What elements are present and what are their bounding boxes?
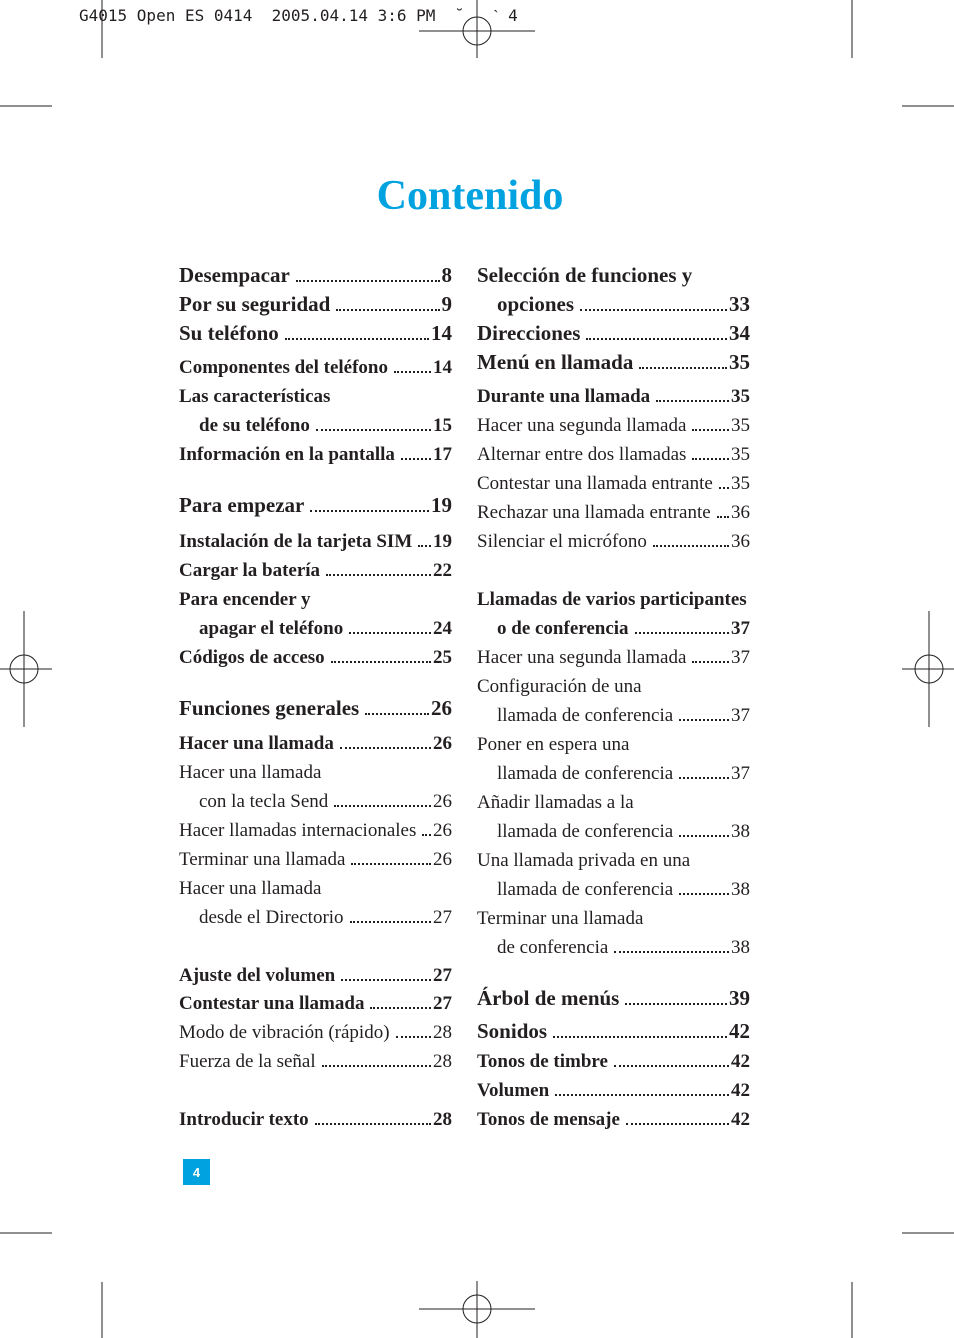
toc-entry[interactable] xyxy=(179,643,452,667)
toc-dot-leader xyxy=(396,1036,431,1038)
page-number-badge: 4 xyxy=(183,1159,210,1185)
toc-entry-title: Menú en llamada xyxy=(477,350,634,374)
toc-entry-title: Volumen xyxy=(477,1080,550,1101)
toc-entry[interactable] xyxy=(179,585,452,609)
toc-entry-title: Componentes del teléfono xyxy=(179,357,388,378)
toc-entry[interactable] xyxy=(477,440,750,464)
registration-mark-left xyxy=(0,611,52,727)
toc-entry-title: Árbol de menús xyxy=(477,986,620,1010)
toc-page-number: 42 xyxy=(729,1019,750,1043)
toc-entry-title: llamada de conferencia xyxy=(497,879,674,900)
toc-entry[interactable] xyxy=(179,382,452,406)
toc-entry-title: llamada de conferencia xyxy=(497,705,674,726)
toc-entry[interactable] xyxy=(179,1018,452,1042)
page-title: Contenido xyxy=(376,173,564,219)
toc-entry-title: Funciones generales xyxy=(179,696,360,720)
toc-dot-leader xyxy=(692,458,729,460)
toc-page-number: 27 xyxy=(433,993,452,1014)
toc-page-number: 26 xyxy=(433,849,452,870)
toc-entry[interactable] xyxy=(497,291,750,315)
toc-entry-title: Selección de funciones y xyxy=(477,263,693,287)
toc-entry-title: de su teléfono xyxy=(199,415,310,436)
toc-page-number: 28 xyxy=(433,1109,452,1130)
toc-entry[interactable] xyxy=(179,989,452,1013)
toc-entry-title: Hacer llamadas internacionales xyxy=(179,820,417,841)
toc-dot-leader xyxy=(653,545,729,547)
toc-dot-leader xyxy=(315,1123,431,1125)
toc-page-number: 24 xyxy=(433,618,452,639)
registration-mark-top xyxy=(419,0,535,58)
toc-entry-title: Añadir llamadas a la xyxy=(477,792,634,813)
toc-dot-leader xyxy=(626,1123,729,1125)
toc-page-number: 42 xyxy=(731,1051,750,1072)
toc-entry[interactable] xyxy=(477,846,750,870)
toc-entry[interactable] xyxy=(477,1018,750,1042)
toc-entry-title: Fuerza de la señal xyxy=(179,1051,316,1072)
toc-entry[interactable] xyxy=(477,985,750,1009)
toc-entry-title: llamada de conferencia xyxy=(497,821,674,842)
toc-entry[interactable] xyxy=(477,672,750,696)
toc-entry[interactable] xyxy=(199,903,452,927)
toc-page-number: 26 xyxy=(433,733,452,754)
toc-dot-leader xyxy=(296,280,440,282)
toc-entry[interactable] xyxy=(179,492,452,516)
toc-entry[interactable] xyxy=(477,585,750,609)
toc-page-number: 26 xyxy=(433,820,452,841)
toc-entry-title: Modo de vibración (rápido) xyxy=(179,1022,390,1043)
toc-page-number: 37 xyxy=(731,763,750,784)
toc-page-number: 22 xyxy=(433,560,452,581)
toc-entry-title: Hacer una llamada xyxy=(179,762,322,783)
toc-entry-title: Información en la pantalla xyxy=(179,444,395,465)
toc-dot-leader xyxy=(316,429,431,431)
toc-dot-leader xyxy=(326,574,431,576)
toc-entry[interactable] xyxy=(477,349,750,373)
toc-entry-title: Sonidos xyxy=(477,1019,548,1043)
toc-entry-title: Para empezar xyxy=(179,493,305,517)
toc-dot-leader xyxy=(365,713,429,715)
toc-entry[interactable] xyxy=(199,787,452,811)
toc-entry[interactable] xyxy=(179,262,452,286)
toc-page-number: 38 xyxy=(731,821,750,842)
toc-entry-title: Durante una llamada xyxy=(477,386,651,407)
toc-entry-title: Hacer una llamada xyxy=(179,733,334,754)
toc-dot-leader xyxy=(717,516,729,518)
toc-page-number: 26 xyxy=(433,791,452,812)
toc-entry-title: Configuración de una xyxy=(477,676,642,697)
toc-entry[interactable] xyxy=(179,527,452,551)
toc-entry-title: Terminar una llamada xyxy=(477,908,644,929)
toc-page-number: 33 xyxy=(729,292,750,316)
toc-entry-title: Códigos de acceso xyxy=(179,647,325,668)
toc-entry-title: Terminar una llamada xyxy=(179,849,346,870)
toc-dot-leader xyxy=(394,371,431,373)
toc-dot-leader xyxy=(341,979,431,981)
toc-entry-title: Rechazar una llamada entrante xyxy=(477,502,711,523)
toc-page-number: 27 xyxy=(433,965,452,986)
toc-entry[interactable] xyxy=(497,759,750,783)
toc-dot-leader xyxy=(334,805,431,807)
toc-entry[interactable] xyxy=(477,527,750,551)
toc-dot-leader xyxy=(625,1003,727,1005)
toc-entry[interactable] xyxy=(497,933,750,957)
toc-entry[interactable] xyxy=(179,729,452,753)
toc-entry-title: Introducir texto xyxy=(179,1109,309,1130)
toc-page-number: 35 xyxy=(729,350,750,374)
toc-entry[interactable] xyxy=(477,904,750,928)
toc-dot-leader xyxy=(635,632,729,634)
toc-page-number: 37 xyxy=(731,618,750,639)
toc-page-number: 38 xyxy=(731,937,750,958)
toc-entry[interactable] xyxy=(179,874,452,898)
toc-dot-leader xyxy=(679,719,729,721)
toc-dot-leader xyxy=(401,458,431,460)
toc-page-number: 19 xyxy=(431,493,452,517)
toc-dot-leader xyxy=(285,338,429,340)
toc-entry[interactable] xyxy=(179,1047,452,1071)
toc-dot-leader xyxy=(349,632,431,634)
toc-entry[interactable] xyxy=(497,614,750,638)
toc-entry-title: llamada de conferencia xyxy=(497,763,674,784)
toc-page-number: 35 xyxy=(731,473,750,494)
toc-dot-leader xyxy=(331,661,431,663)
toc-entry[interactable] xyxy=(179,1105,452,1129)
toc-entry[interactable] xyxy=(179,961,452,985)
toc-entry[interactable] xyxy=(497,701,750,725)
toc-entry[interactable] xyxy=(477,382,750,406)
toc-page-number: 26 xyxy=(431,696,452,720)
toc-dot-leader xyxy=(614,951,729,953)
toc-entry-title: Contestar una llamada xyxy=(179,993,365,1014)
toc-entry-title: Por su seguridad xyxy=(179,292,331,316)
toc-entry-title: Cargar la batería xyxy=(179,560,321,581)
toc-entry[interactable] xyxy=(477,730,750,754)
toc-dot-leader xyxy=(639,367,727,369)
toc-dot-leader xyxy=(350,921,431,923)
toc-dot-leader xyxy=(555,1094,729,1096)
toc-page-number: 37 xyxy=(731,647,750,668)
toc-dot-leader xyxy=(692,661,729,663)
toc-entry-title: con la tecla Send xyxy=(199,791,329,812)
toc-dot-leader xyxy=(418,545,431,547)
toc-page-number: 15 xyxy=(433,415,452,436)
toc-entry-title: apagar el teléfono xyxy=(199,618,344,639)
toc-page-number: 36 xyxy=(731,531,750,552)
toc-entry[interactable] xyxy=(497,817,750,841)
toc-entry[interactable] xyxy=(179,816,452,840)
toc-entry[interactable] xyxy=(477,643,750,667)
toc-page-number: 35 xyxy=(731,444,750,465)
toc-entry-title: Poner en espera una xyxy=(477,734,630,755)
toc-entry-title: Hacer una segunda llamada xyxy=(477,647,687,668)
toc-entry[interactable] xyxy=(477,320,750,344)
toc-entry-title: Tonos de mensaje xyxy=(477,1109,620,1130)
toc-entry[interactable] xyxy=(477,411,750,435)
toc-entry[interactable] xyxy=(477,498,750,522)
toc-dot-leader xyxy=(719,487,729,489)
toc-page-number: 38 xyxy=(731,879,750,900)
toc-page-number: 39 xyxy=(729,986,750,1010)
toc-entry[interactable] xyxy=(179,758,452,782)
toc-entry[interactable] xyxy=(477,262,750,286)
toc-entry[interactable] xyxy=(477,1047,750,1071)
toc-dot-leader xyxy=(679,893,729,895)
toc-dot-leader xyxy=(351,863,431,865)
toc-entry[interactable] xyxy=(477,469,750,493)
toc-page-number: 28 xyxy=(433,1051,452,1072)
toc-entry[interactable] xyxy=(497,875,750,899)
toc-page-number: 42 xyxy=(731,1080,750,1101)
toc-dot-leader xyxy=(580,309,727,311)
toc-page-number: 27 xyxy=(433,907,452,928)
toc-page-number: 37 xyxy=(731,705,750,726)
toc-entry-title: de conferencia xyxy=(497,937,609,958)
print-header-line: G4015 Open ES 0414 2005.04.14 3:6 PM ˘ ˋ 4 xyxy=(79,6,518,25)
toc-page-number: 42 xyxy=(731,1109,750,1130)
toc-entry-title: Hacer una segunda llamada xyxy=(477,415,687,436)
toc-entry-title: Hacer una llamada xyxy=(179,878,322,899)
toc-entry[interactable] xyxy=(179,556,452,580)
toc-entry[interactable] xyxy=(179,291,452,315)
toc-entry[interactable] xyxy=(179,353,452,377)
toc-dot-leader xyxy=(422,834,431,836)
toc-page-number: 28 xyxy=(433,1022,452,1043)
toc-page-number: 35 xyxy=(731,415,750,436)
registration-mark-bottom xyxy=(419,1281,535,1338)
toc-entry-title: Para encender y xyxy=(179,589,311,610)
toc-page-number: 14 xyxy=(431,321,452,345)
toc-entry[interactable] xyxy=(179,845,452,869)
toc-entry-title: Tonos de timbre xyxy=(477,1051,608,1072)
toc-entry-title: Alternar entre dos llamadas xyxy=(477,444,687,465)
toc-entry-title: Las características xyxy=(179,386,331,407)
toc-entry-title: o de conferencia xyxy=(497,618,629,639)
registration-mark-right xyxy=(902,611,954,727)
toc-page-number: 35 xyxy=(731,386,750,407)
toc-page-number: 9 xyxy=(441,292,452,316)
toc-dot-leader xyxy=(322,1065,431,1067)
toc-dot-leader xyxy=(340,747,431,749)
toc-dot-leader xyxy=(679,835,729,837)
toc-entry-title: desde el Directorio xyxy=(199,907,344,928)
toc-dot-leader xyxy=(614,1065,729,1067)
toc-entry[interactable] xyxy=(179,440,452,464)
toc-entry[interactable] xyxy=(477,1105,750,1129)
toc-entry-title: Silenciar el micrófono xyxy=(477,531,647,552)
toc-page-number: 34 xyxy=(729,321,750,345)
toc-entry-title: opciones xyxy=(497,292,575,316)
toc-entry-title: Contestar una llamada entrante xyxy=(477,473,713,494)
toc-dot-leader xyxy=(679,777,729,779)
toc-page-number: 8 xyxy=(441,263,452,287)
toc-entry[interactable] xyxy=(179,320,452,344)
toc-entry-title: Una llamada privada en una xyxy=(477,850,691,871)
toc-entry[interactable] xyxy=(199,614,452,638)
toc-entry[interactable] xyxy=(199,411,452,435)
toc-dot-leader xyxy=(336,309,439,311)
toc-dot-leader xyxy=(586,338,727,340)
toc-page-number: 14 xyxy=(433,357,452,378)
toc-entry[interactable] xyxy=(477,1076,750,1100)
toc-page-number: 17 xyxy=(433,444,452,465)
toc-entry-title: Su teléfono xyxy=(179,321,279,345)
toc-entry-title: Llamadas de varios participantes xyxy=(477,589,747,610)
toc-entry-title: Direcciones xyxy=(477,321,581,345)
toc-entry-title: Desempacar xyxy=(179,263,290,287)
toc-dot-leader xyxy=(310,510,429,512)
toc-entry-title: Ajuste del volumen xyxy=(179,965,336,986)
toc-entry[interactable] xyxy=(477,788,750,812)
toc-dot-leader xyxy=(553,1036,727,1038)
toc-entry-title: Instalación de la tarjeta SIM xyxy=(179,531,413,552)
toc-dot-leader xyxy=(692,429,729,431)
toc-page-number: 36 xyxy=(731,502,750,523)
toc-entry[interactable] xyxy=(179,695,452,719)
toc-page-number: 25 xyxy=(433,647,452,668)
toc-dot-leader xyxy=(370,1007,431,1009)
toc-page-number: 19 xyxy=(433,531,452,552)
toc-dot-leader xyxy=(656,400,729,402)
